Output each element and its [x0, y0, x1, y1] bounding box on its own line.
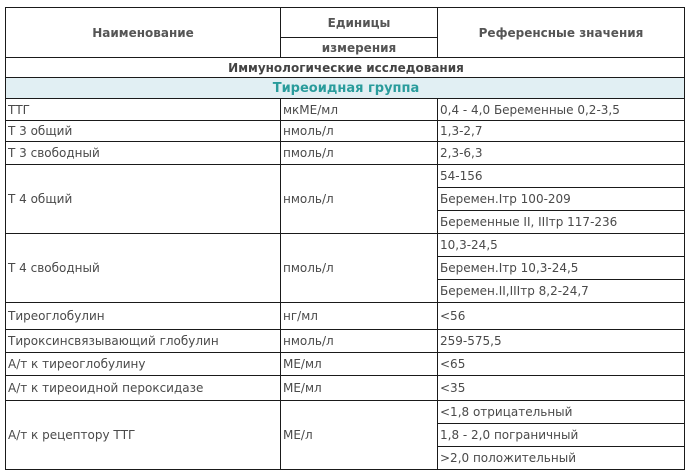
test-unit: нмоль/л	[281, 165, 438, 234]
reference-value: <65	[438, 353, 685, 376]
test-name: Т 4 общий	[6, 165, 281, 234]
test-name: Т 3 свободный	[6, 142, 281, 165]
test-name: Тиреоглобулин	[6, 303, 281, 330]
test-name: Тироксинсвязывающий глобулин	[6, 330, 281, 353]
table-row	[6, 121, 685, 142]
test-name: Т 4 свободный	[6, 234, 281, 303]
table-row	[6, 330, 685, 353]
test-name: Т 3 общий	[6, 121, 281, 142]
reference-value: 2,3-6,3	[438, 142, 685, 165]
header-name: Наименование	[6, 8, 281, 58]
reference-value: >2,0 положительный	[438, 447, 685, 470]
test-unit: МЕ/мл	[281, 376, 438, 401]
reference-value: 10,3-24,5	[438, 234, 685, 257]
test-unit: пмоль/л	[281, 142, 438, 165]
table-row	[6, 401, 685, 424]
test-unit: нмоль/л	[281, 121, 438, 142]
header-reference: Референсные значения	[438, 8, 685, 58]
test-unit: пмоль/л	[281, 234, 438, 303]
reference-value: Беременные II, IIIтр 117-236	[438, 211, 685, 234]
table-row	[6, 234, 685, 257]
header-units: Единицы	[281, 8, 438, 38]
test-name: А/т к тиреоидной пероксидазе	[6, 376, 281, 401]
test-unit: МЕ/л	[281, 401, 438, 470]
test-unit: МЕ/мл	[281, 353, 438, 376]
test-unit: нг/мл	[281, 303, 438, 330]
reference-value: <56	[438, 303, 685, 330]
reference-value: 259-575,5	[438, 330, 685, 353]
test-unit: мкМЕ/мл	[281, 99, 438, 121]
test-unit: нмоль/л	[281, 330, 438, 353]
test-name: А/т к рецептору ТТГ	[6, 401, 281, 470]
reference-value: 1,3-2,7	[438, 121, 685, 142]
table-row	[6, 99, 685, 121]
test-name: А/т к тиреоглобулину	[6, 353, 281, 376]
reference-value: 54-156	[438, 165, 685, 188]
reference-value: 1,8 - 2,0 пограничный	[438, 424, 685, 447]
group-title: Тиреоидная группа	[6, 78, 685, 99]
reference-value: Беремен.Iтр 10,3-24,5	[438, 257, 685, 280]
reference-value: <1,8 отрицательный	[438, 401, 685, 424]
table-row	[6, 376, 685, 401]
reference-value: Беремен.Iтр 100-209	[438, 188, 685, 211]
reference-table	[5, 7, 685, 470]
table-row	[6, 142, 685, 165]
table-row	[6, 353, 685, 376]
test-name: ТТГ	[6, 99, 281, 121]
reference-value: 0,4 - 4,0 Беременные 0,2-3,5	[438, 99, 685, 121]
table-row	[6, 165, 685, 188]
table-row	[6, 303, 685, 330]
header-units-2: измерения	[281, 38, 438, 58]
reference-value: <35	[438, 376, 685, 401]
reference-value: Беремен.II,IIIтр 8,2-24,7	[438, 280, 685, 303]
section-title: Иммунологические исследования	[6, 58, 685, 78]
